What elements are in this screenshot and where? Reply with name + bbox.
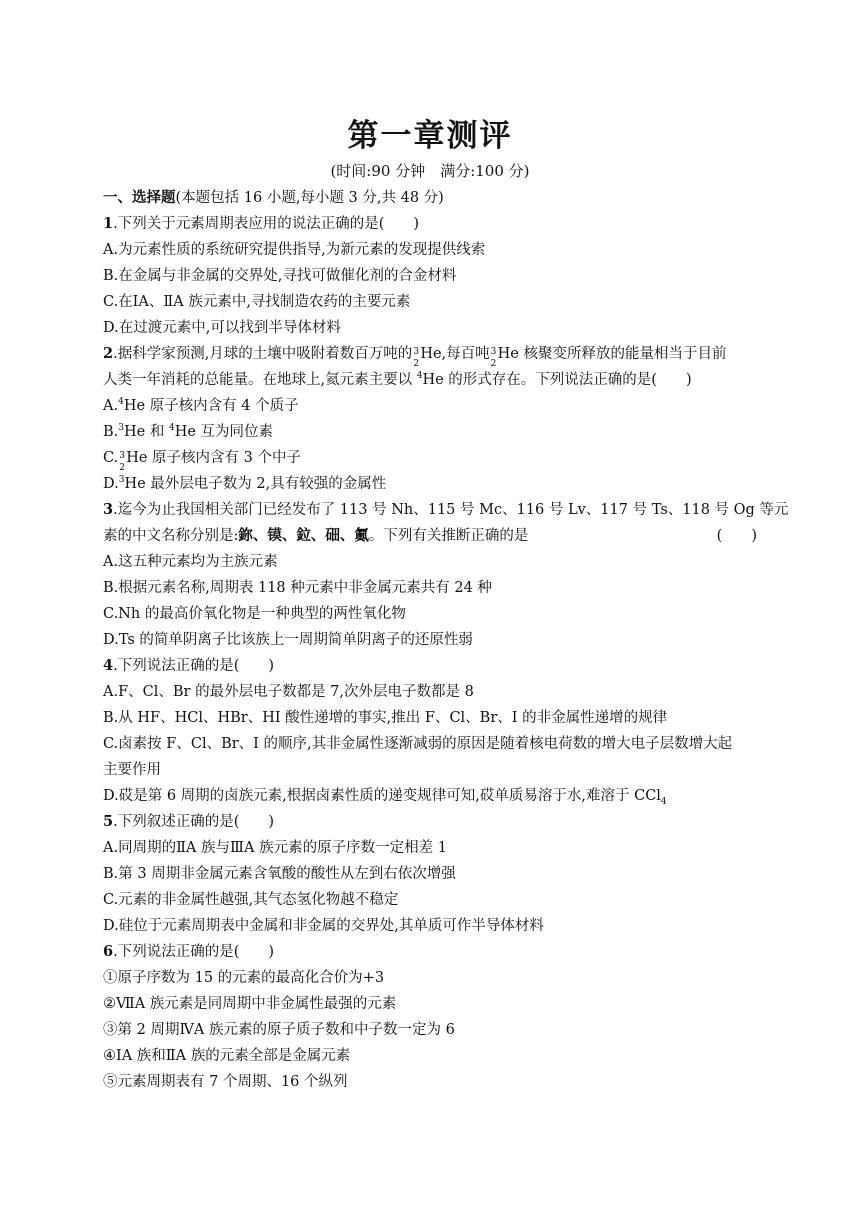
option-5d: D.硅位于元素周期表中金属和非金属的交界处,其单质可作半导体材料 [103,918,544,934]
question-1-stem [103,211,763,237]
mass-number: 3 [413,347,420,357]
section-title: 一、选择题 [103,190,176,206]
option-5b: B.第 3 周期非金属元素含氧酸的酸性从左到右依次增强 [103,866,456,882]
option-3b: B.根据元素名称,周期表 118 种元素中非金属元素共有 24 种 [103,580,492,596]
question-text: .迄今为止我国相关部门已经发布了 113 号 Nh、115 号 Mc、116 号 Lv、117 号 Ts、118 号 Og 等元 [113,502,789,518]
mass-number: 3 [490,347,497,357]
option-3c: C.Nh 的最高价氧化物是一种典型的两性氧化物 [103,606,406,622]
question-text: 人类一年消耗的总能量。在地球上,氦元素主要以 [103,372,417,388]
atomic-number: 2 [119,463,125,473]
atomic-number: 2 [413,359,420,369]
atomic-number: 2 [490,359,497,369]
question-text: ,每百吨 [441,346,490,362]
option-5a: A.同周期的ⅡA 族与ⅢA 族元素的原子序数一定相差 1 [103,840,447,856]
option-3d: D.Ts 的简单阴离子比该族上一周期简单阴离子的还原性弱 [103,632,473,648]
statement-3: ③第 2 周期ⅣA 族元素的原子质子数和中子数一定为 6 [103,1022,455,1038]
isotope-notation [412,343,420,369]
option-4c-cont: 主要作用 [103,762,161,778]
option-4a: A.F、Cl、Br 的最外层电子数都是 7,次外层电子数都是 8 [103,684,474,700]
option-2c [103,445,763,471]
section-note: (本题包括 16 小题,每小题 3 分,共 48 分) [175,190,444,206]
exam-info: (时间:90 分钟 满分:100 分) [330,162,530,180]
option-label: C. [103,450,119,466]
superscript: 4 [416,371,423,382]
question-text: 。下列有关推断正确的是 [368,528,529,544]
option-4c: C.卤素按 F、Cl、Br、I 的顺序,其非金属性逐渐减弱的原因是随着核电荷数的增大电子层数增大起 [103,736,733,752]
question-text: .下列关于元素周期表应用的说法正确的是( ) [113,216,420,232]
option-text: He 互为同位素 [174,424,274,440]
question-number: 6 [103,943,114,960]
option-2d [103,471,763,497]
question-5-stem [103,809,763,835]
superscript: 4 [118,397,124,408]
question-6-stem [103,939,763,965]
isotope-notation [118,447,126,473]
question-number: 4 [103,657,114,674]
question-3-stem [103,497,789,523]
option-2b [103,419,763,445]
question-number: 2 [103,345,114,362]
question-2-stem-cont [103,367,763,393]
statement-2: ②ⅦA 族元素是同周期中非金属性最强的元素 [103,996,397,1012]
option-label: A. [103,398,119,414]
subscript: 4 [660,796,667,807]
option-label: D. [103,476,119,492]
answer-blank: ( ) [716,528,757,544]
question-2-stem [103,341,763,367]
superscript: 3 [118,475,125,486]
option-3a: A.这五种元素均为主族元素 [103,554,278,570]
option-1b: B.在金属与非金属的交界处,寻找可做催化剂的合金材料 [103,268,457,284]
option-4d [103,783,763,809]
option-text: He 原子核内含有 4 个质子 [123,398,299,414]
option-label: B. [103,424,119,440]
question-text: He 的形式存在。下列说法正确的是( ) [422,372,692,388]
option-text: He 原子核内含有 3 个中子 [126,450,301,466]
question-number: 5 [103,813,114,830]
question-text: .下列说法正确的是( ) [113,658,275,674]
option-text: He 最外层电子数为 2,具有较强的金属性 [124,476,387,492]
question-number: 1 [103,215,114,232]
superscript: 3 [118,423,124,434]
statement-5: ⑤元素周期表有 7 个周期、16 个纵列 [103,1074,348,1090]
option-4b: B.从 HF、HCl、HBr、HI 酸性递增的事实,推出 F、Cl、Br、I 的非金属性递增的规律 [103,710,668,726]
mass-number: 3 [119,451,125,461]
option-2a [103,393,763,419]
statement-4: ④ⅠA 族和ⅡA 族的元素全部是金属元素 [103,1048,351,1064]
page-title: 第一章测评 [347,118,513,154]
option-1c: C.在ⅠA、ⅡA 族元素中,寻找制造农药的主要元素 [103,294,411,310]
question-text: He 核聚变所释放的能量相当于目前 [497,346,727,362]
option-text: He 和 [124,424,169,440]
option-text: D.砹是第 6 周期的卤族元素,根据卤素性质的递变规律可知,砹单质易溶于水,难溶于 CCl [103,788,661,804]
question-list [103,185,789,1095]
question-text: 素的中文名称分别是: [103,528,239,544]
isotope-notation [490,343,498,369]
statement-1: ①原子序数为 15 的元素的最高化合价为+3 [103,970,385,986]
option-5c: C.元素的非金属性越强,其气态氢化物越不稳定 [103,892,399,908]
section-heading [103,185,763,211]
superscript: 4 [168,423,175,434]
question-3-stem-cont [103,523,763,549]
question-number: 3 [103,501,114,518]
option-1d: D.在过渡元素中,可以找到半导体材料 [103,320,341,336]
element-names: 鉨、镆、鉝、鿬、鿫 [238,527,369,544]
element-symbol: He [420,346,442,362]
question-4-stem [103,653,763,679]
question-text: .下列叙述正确的是( ) [113,814,275,830]
question-text: .下列说法正确的是( ) [113,944,275,960]
question-text: .据科学家预测,月球的土壤中吸附着数百万吨的 [113,346,413,362]
option-1a: A.为元素性质的系统研究提供指导,为新元素的发现提供线索 [103,242,486,258]
